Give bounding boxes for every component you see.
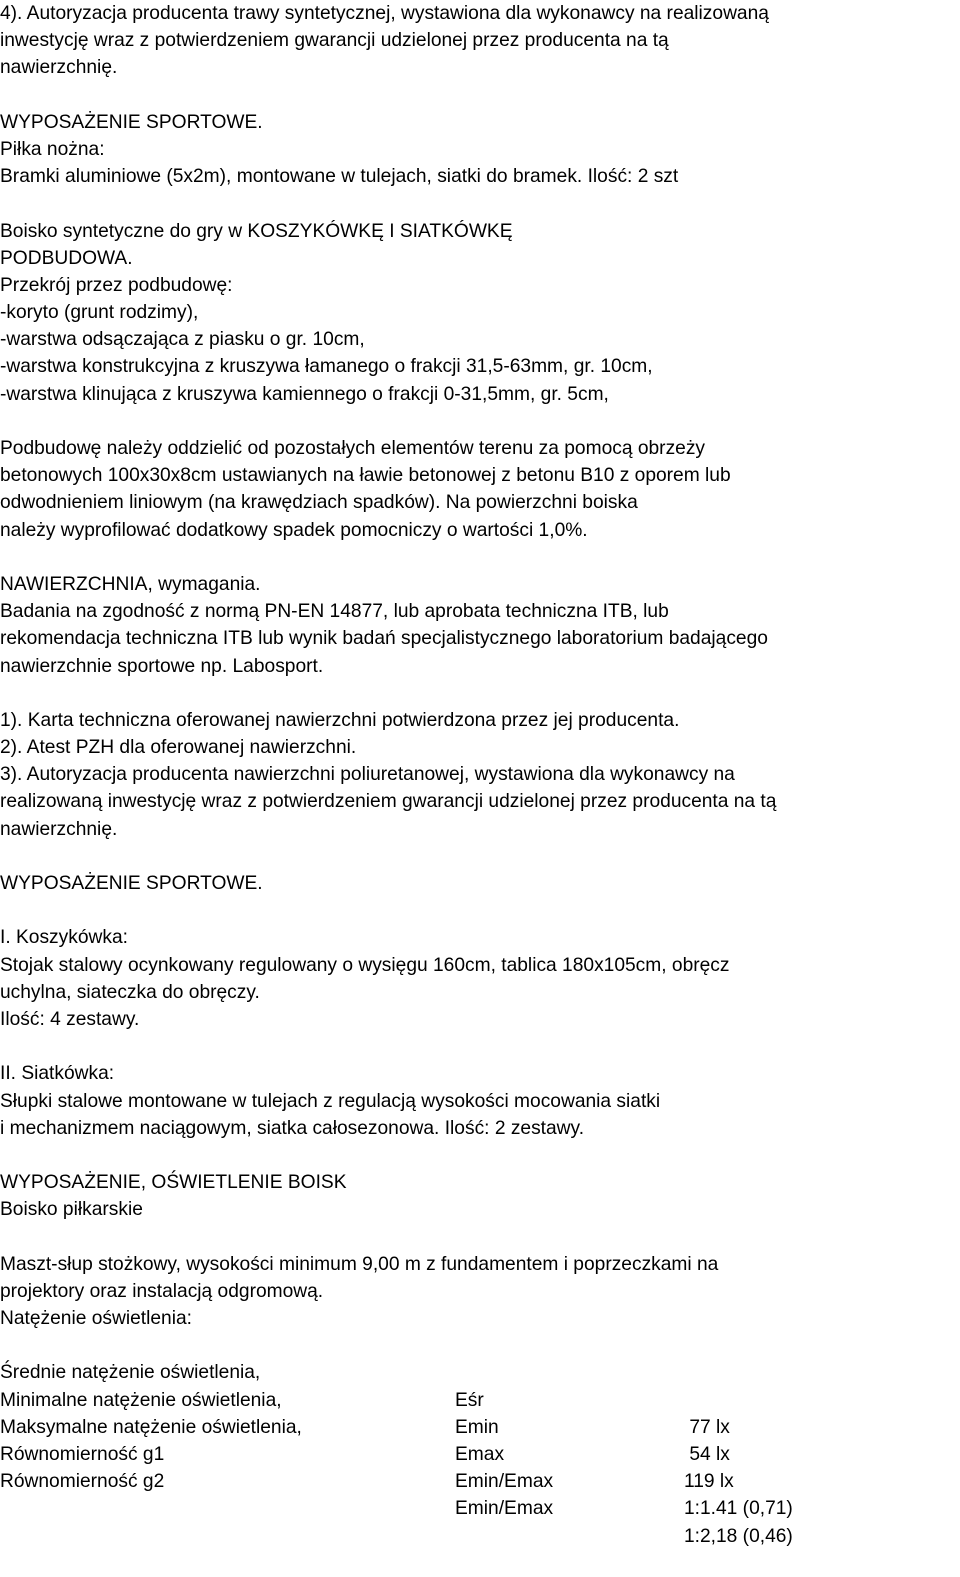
paragraph-gap (0, 190, 960, 217)
text-line: Maszt-słup stożkowy, wysokości minimum 9,00 m z fundamentem i poprzeczkami na (0, 1253, 719, 1275)
text-line: projektory oraz instalacją odgromową. (0, 1280, 324, 1302)
paragraph-gap (0, 1033, 960, 1060)
table-cell-name: Równomierność g1 (0, 1443, 165, 1465)
paragraph-gap (0, 1223, 960, 1250)
table-cell-value: 1:1.41 (0,71) (684, 1498, 793, 1520)
text-line: rekomendacja techniczna ITB lub wynik badań specjalistycznego laboratorium badającego (0, 628, 768, 650)
list-item: -koryto (grunt rodzimy), (0, 302, 199, 324)
table-cell-value: 54 lx (684, 1443, 730, 1465)
subheading: PODBUDOWA. (0, 247, 133, 269)
table-cell-value: 119 lx (684, 1471, 734, 1493)
table-cell-symbol: Emin/Emax (455, 1471, 554, 1493)
text-line: i mechanizmem naciągowym, siatka całosezonowa. Ilość: 2 zestawy. (0, 1117, 585, 1139)
table-cell-name: Maksymalne natężenie oświetlenia, (0, 1416, 302, 1438)
paragraph-basketball (0, 924, 960, 1033)
table-cell-symbol: Eśr (455, 1389, 484, 1411)
text-line: należy wyprofilować dodatkowy spadek pomocniczy o wartości 1,0%. (0, 519, 588, 541)
text-line: inwestycję wraz z potwierdzeniem gwarancji udzielonej przez producenta na tą (0, 30, 669, 52)
table-cell-symbol: Emin/Emax (455, 1498, 554, 1520)
list-item: 3). Autoryzacja producenta nawierzchni poliuretanowej, wystawiona dla wykonawcy na (0, 764, 735, 786)
section-heading: WYPOSAŻENIE SPORTOWE. (0, 111, 263, 133)
list-item: -warstwa klinująca z kruszywa kamiennego o frakcji 0-31,5mm, gr. 5cm, (0, 383, 609, 405)
table-cell-name: Minimalne natężenie oświetlenia, (0, 1389, 282, 1411)
table-cell-symbol: Emin (455, 1416, 499, 1438)
paragraph-gap (0, 82, 960, 109)
paragraph-lighting-heading (0, 1169, 960, 1223)
paragraph-surface-requirements (0, 571, 960, 680)
subheading: Boisko piłkarskie (0, 1199, 143, 1221)
text-line: odwodnieniem liniowym (na krawędziach spadków). Na powierzchni boiska (0, 492, 638, 514)
list-item: -warstwa konstrukcyjna z kruszywa łamanego o frakcji 31,5-63mm, gr. 10cm, (0, 356, 653, 378)
paragraph-mast (0, 1251, 960, 1333)
text-line: nawierzchnie sportowe np. Labosport. (0, 655, 324, 677)
text-line: uchylna, siateczka do obręczy. (0, 981, 260, 1003)
table-cell-name: Średnie natężenie oświetlenia, (0, 1362, 261, 1384)
section-heading: WYPOSAŻENIE SPORTOWE. (0, 873, 263, 894)
text-line: realizowaną inwestycję wraz z potwierdzeniem gwarancji udzielonej przez producenta na tą (0, 791, 777, 813)
subheading: I. Koszykówka: (0, 927, 128, 949)
table-cell-name: Równomierność g2 (0, 1471, 165, 1493)
paragraph-gap (0, 843, 960, 870)
text-line: Przekrój przez podbudowę: (0, 274, 233, 296)
text-line: Badania na zgodność z normą PN-EN 14877, lub aprobata techniczna ITB, lub (0, 601, 669, 623)
subheading: Natężenie oświetlenia: (0, 1308, 192, 1329)
paragraph-substructure (0, 218, 960, 408)
table-cell-symbol: Emax (455, 1443, 505, 1465)
text-line: nawierzchnię. (0, 57, 118, 79)
text-line: Słupki stalowe montowane w tulejach z regulacją wysokości mocowania siatki (0, 1090, 661, 1112)
paragraph-volleyball (0, 1060, 960, 1142)
text-line: nawierzchnię. (0, 818, 118, 840)
paragraph-sports-equipment (0, 870, 960, 897)
text-line: Ilość: 4 zestawy. (0, 1008, 140, 1030)
section-heading: WYPOSAŻENIE, OŚWIETLENIE BOISK (0, 1172, 347, 1194)
paragraph-gap (0, 544, 960, 571)
text-line: Stojak stalowy ocynkowany regulowany o wysięgu 160cm, tablica 180x105cm, obręcz (0, 954, 730, 976)
lighting-table (0, 1332, 960, 1547)
text-line: betonowych 100x30x8cm ustawianych na ławie betonowej z betonu B10 z oporem lub (0, 465, 731, 487)
list-item: -warstwa odsączająca z piasku o gr. 10cm, (0, 329, 365, 351)
paragraph-sports-equipment-football (0, 109, 960, 191)
paragraph-numbered-requirements (0, 707, 960, 843)
paragraph-gap (0, 897, 960, 924)
paragraph-authorization-turf (0, 0, 960, 82)
paragraph-curbs (0, 435, 960, 544)
paragraph-gap (0, 1142, 960, 1169)
list-item: 1). Karta techniczna oferowanej nawierzchni potwierdzona przez jej producenta. (0, 709, 680, 731)
paragraph-gap (0, 408, 960, 435)
table-cell-value: 77 lx (684, 1416, 730, 1438)
section-heading: Boisko syntetyczne do gry w KOSZYKÓWKĘ I SIATKÓWKĘ (0, 220, 513, 242)
list-item: 2). Atest PZH dla oferowanej nawierzchni. (0, 737, 357, 759)
paragraph-gap (0, 680, 960, 707)
section-heading: NAWIERZCHNIA, wymagania. (0, 573, 261, 595)
table-cell-value: 1:2,18 (0,46) (684, 1525, 793, 1547)
text-line: 4). Autoryzacja producenta trawy syntetycznej, wystawiona dla wykonawcy na realizowaną (0, 3, 769, 24)
subheading: Piłka nożna: (0, 138, 105, 160)
text-line: Bramki aluminiowe (5x2m), montowane w tulejach, siatki do bramek. Ilość: 2 szt (0, 166, 679, 188)
subheading: II. Siatkówka: (0, 1063, 115, 1085)
text-line: Podbudowę należy oddzielić od pozostałych elementów terenu za pomocą obrzeży (0, 438, 706, 459)
